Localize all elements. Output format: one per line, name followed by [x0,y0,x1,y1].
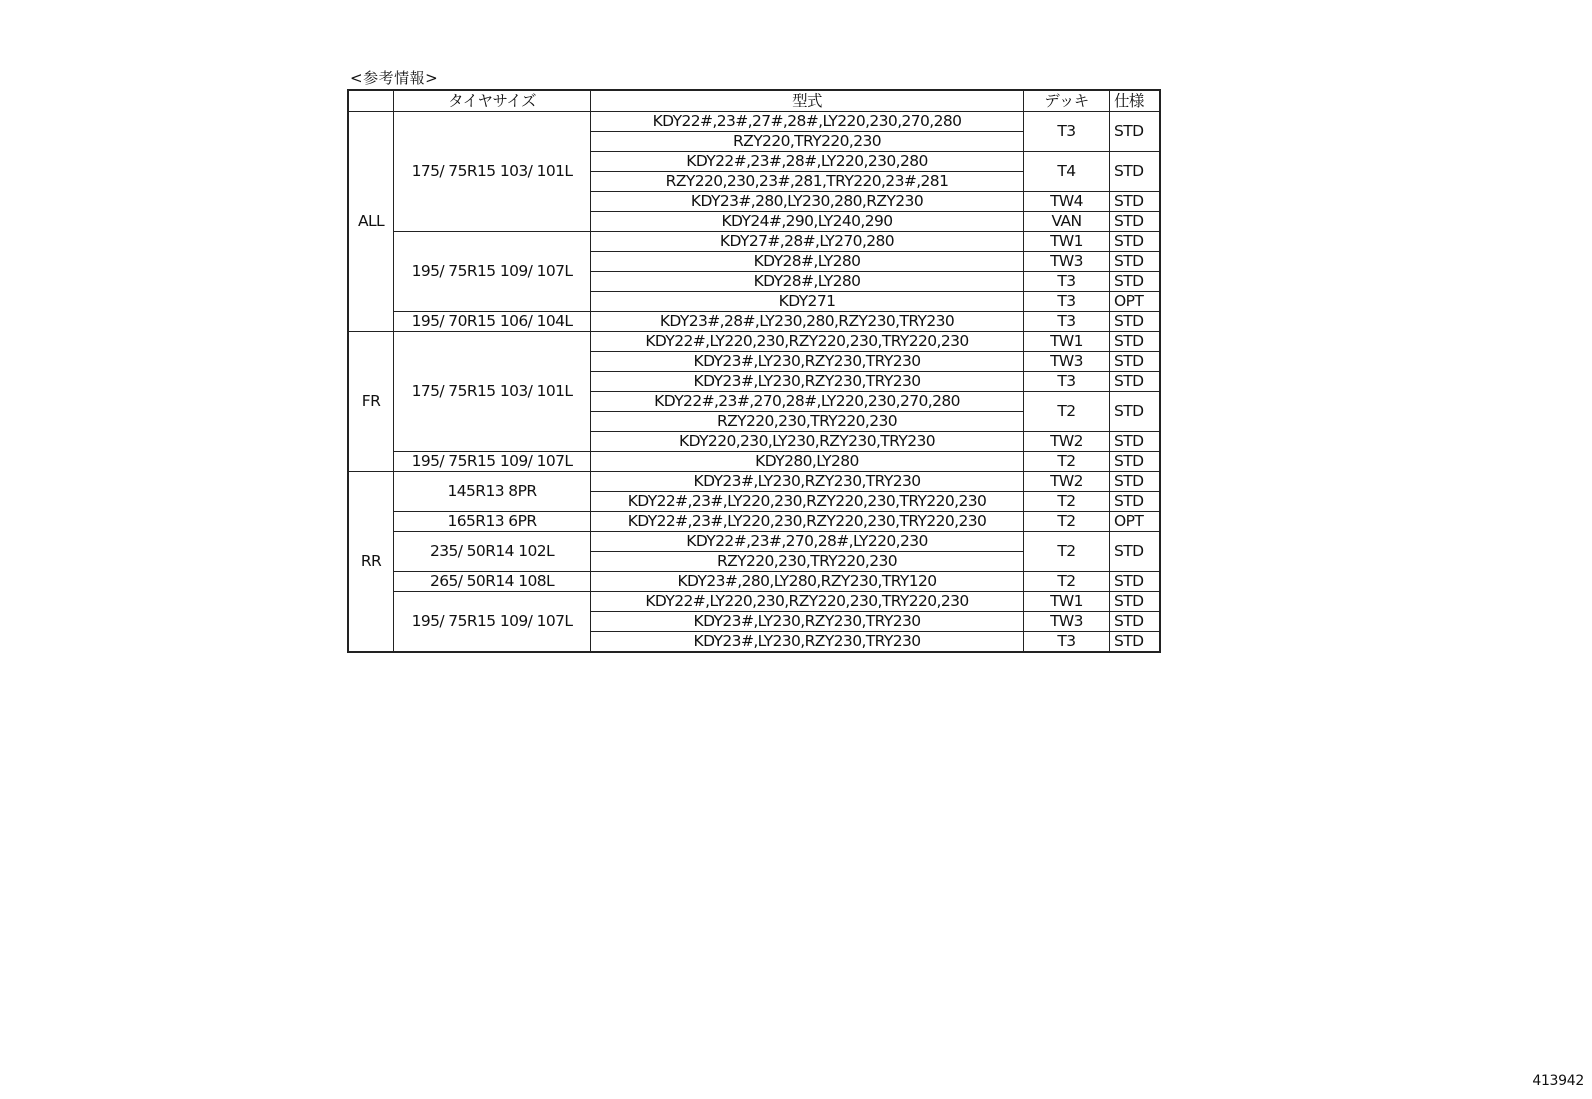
deck-cell: T3 [1024,372,1110,392]
model-cell: KDY23#,280,LY230,280,RZY230 [591,192,1024,212]
model-cell: KDY23#,LY230,RZY230,TRY230 [591,632,1024,653]
deck-cell: T2 [1024,452,1110,472]
tire-size-cell: 165R13 6PR [394,512,591,532]
deck-cell: TW2 [1024,432,1110,452]
deck-cell: T2 [1024,512,1110,532]
table-row [348,532,1160,552]
table-row [348,592,1160,612]
model-cell: KDY280,LY280 [591,452,1024,472]
spec-cell: STD [1110,312,1161,332]
model-cell: KDY23#,LY230,RZY230,TRY230 [591,372,1024,392]
model-cell: KDY22#,23#,27#,28#,LY220,230,270,280 [591,112,1024,132]
tire-size-cell: 235/ 50R14 102L [394,532,591,572]
deck-cell: T2 [1024,532,1110,572]
tire-size-cell: 175/ 75R15 103/ 101L [394,112,591,232]
model-cell: RZY220,230,TRY220,230 [591,412,1024,432]
deck-cell: TW3 [1024,352,1110,372]
deck-cell: TW1 [1024,232,1110,252]
spec-cell: STD [1110,632,1161,653]
spec-cell: STD [1110,212,1161,232]
table-row [348,472,1160,492]
spec-cell: STD [1110,152,1161,192]
model-cell: KDY23#,LY230,RZY230,TRY230 [591,612,1024,632]
model-cell: KDY22#,23#,28#,LY220,230,280 [591,152,1024,172]
header-tire-size: タイヤサイズ [394,90,591,112]
spec-cell: STD [1110,192,1161,212]
model-cell: KDY24#,290,LY240,290 [591,212,1024,232]
model-cell: KDY220,230,LY230,RZY230,TRY230 [591,432,1024,452]
spec-cell: STD [1110,452,1161,472]
deck-cell: T2 [1024,572,1110,592]
spec-cell: STD [1110,372,1161,392]
position-cell: FR [348,332,394,472]
tire-size-cell: 195/ 75R15 109/ 107L [394,592,591,653]
spec-cell: STD [1110,592,1161,612]
model-cell: KDY28#,LY280 [591,252,1024,272]
header-model: 型式 [591,90,1024,112]
model-cell: RZY220,230,TRY220,230 [591,552,1024,572]
table-row [348,332,1160,352]
model-cell: KDY22#,LY220,230,RZY220,230,TRY220,230 [591,592,1024,612]
deck-cell: T3 [1024,312,1110,332]
table-row [348,112,1160,132]
spec-cell: STD [1110,472,1161,492]
spec-cell: STD [1110,272,1161,292]
position-cell: RR [348,472,394,653]
model-cell: KDY23#,28#,LY230,280,RZY230,TRY230 [591,312,1024,332]
deck-cell: TW1 [1024,332,1110,352]
tire-size-cell: 195/ 75R15 109/ 107L [394,232,591,312]
table-row [348,232,1160,252]
table-row [348,572,1160,592]
deck-cell: T4 [1024,152,1110,192]
reference-info-caption: <参考情報> [350,69,439,87]
model-cell: RZY220,TRY220,230 [591,132,1024,152]
tire-size-cell: 145R13 8PR [394,472,591,512]
tire-size-cell: 175/ 75R15 103/ 101L [394,332,591,452]
deck-cell: T3 [1024,272,1110,292]
spec-cell: STD [1110,332,1161,352]
spec-cell: STD [1110,572,1161,592]
model-cell: KDY271 [591,292,1024,312]
model-cell: KDY28#,LY280 [591,272,1024,292]
spec-cell: STD [1110,392,1161,432]
model-cell: KDY27#,28#,LY270,280 [591,232,1024,252]
deck-cell: TW3 [1024,612,1110,632]
table-header-row [348,90,1160,112]
deck-cell: TW3 [1024,252,1110,272]
deck-cell: T3 [1024,112,1110,152]
tire-size-cell: 265/ 50R14 108L [394,572,591,592]
spec-cell: STD [1110,232,1161,252]
model-cell: KDY23#,LY230,RZY230,TRY230 [591,352,1024,372]
tire-size-cell: 195/ 70R15 106/ 104L [394,312,591,332]
spec-cell: OPT [1110,512,1161,532]
table-row [348,512,1160,532]
deck-cell: TW2 [1024,472,1110,492]
spec-cell: STD [1110,352,1161,372]
spec-cell: OPT [1110,292,1161,312]
deck-cell: TW4 [1024,192,1110,212]
spec-cell: STD [1110,252,1161,272]
model-cell: KDY23#,LY230,RZY230,TRY230 [591,472,1024,492]
spec-cell: STD [1110,492,1161,512]
header-spec: 仕様 [1110,90,1161,112]
deck-cell: T3 [1024,292,1110,312]
header-deck: デッキ [1024,90,1110,112]
model-cell: KDY22#,23#,270,28#,LY220,230,270,280 [591,392,1024,412]
model-cell: RZY220,230,23#,281,TRY220,23#,281 [591,172,1024,192]
deck-cell: T3 [1024,632,1110,653]
table-row [348,452,1160,472]
tire-size-table [347,89,1161,653]
model-cell: KDY22#,23#,270,28#,LY220,230 [591,532,1024,552]
model-cell: KDY22#,23#,LY220,230,RZY220,230,TRY220,230 [591,512,1024,532]
tire-size-cell: 195/ 75R15 109/ 107L [394,452,591,472]
model-cell: KDY22#,23#,LY220,230,RZY220,230,TRY220,230 [591,492,1024,512]
model-cell: KDY23#,280,LY280,RZY230,TRY120 [591,572,1024,592]
deck-cell: TW1 [1024,592,1110,612]
spec-cell: STD [1110,612,1161,632]
reference-number: 413942 [1532,1073,1584,1089]
spec-cell: STD [1110,112,1161,152]
deck-cell: VAN [1024,212,1110,232]
spec-cell: STD [1110,432,1161,452]
position-cell: ALL [348,112,394,332]
spec-cell: STD [1110,532,1161,572]
deck-cell: T2 [1024,492,1110,512]
deck-cell: T2 [1024,392,1110,432]
model-cell: KDY22#,LY220,230,RZY220,230,TRY220,230 [591,332,1024,352]
header-position [348,90,394,112]
table-row [348,312,1160,332]
